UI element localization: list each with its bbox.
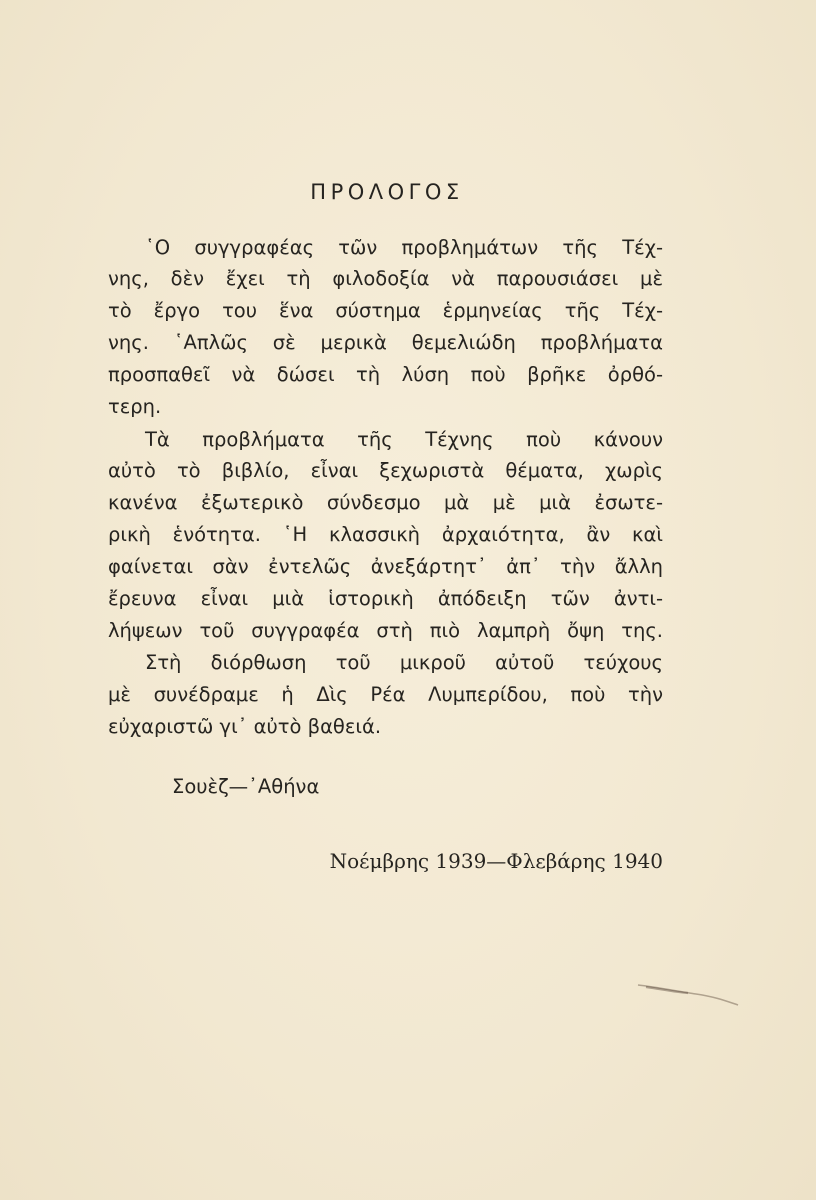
text-line: τερη. [108,395,162,418]
text-line: νης. ῾Απλῶς σὲ μερικὰ θεμελιώδη προβλήματα [108,331,663,354]
text-line: κανένα ἐξωτερικὸ σύνδεσμο μὰ μὲ μιὰ ἐσωτε- [108,491,663,514]
date-signature: Νοέμβρης 1939—Φλεβάρης 1940 [329,849,663,873]
text-line: ρικὴ ἑνότητα. ῾Η κλασσικὴ ἀρχαιότητα, ἂν καὶ [108,523,663,546]
text-line: φαίνεται σὰν ἐντελῶς ἀνεξάρτητ᾽ ἀπ᾽ τὴν ἄλλη [108,555,663,578]
ink-smudge-mark [636,981,740,1009]
text-line: Τὰ προβλήματα τῆς Τέχνης ποὺ κάνουν [145,428,663,451]
text-line: προσπαθεῖ νὰ δώσει τὴ λύση ποὺ βρῆκε ὀρθό- [108,363,663,386]
text-line: εὐχαριστῶ γι᾽ αὐτὸ βαθειά. [108,715,382,738]
text-line: Στὴ διόρθωση τοῦ μικροῦ αὐτοῦ τεύχους [145,651,663,674]
text-line: λήψεων τοῦ συγγραφέα στὴ πιὸ λαμπρὴ ὄψη της. [108,619,663,642]
page-title: ΠΡΟΛΟΓΟΣ [310,180,464,204]
place-signature: Σουὲζ—᾽Αθήνα [172,775,320,798]
text-line: τὸ ἔργο του ἕνα σύστημα ἑρμηνείας τῆς Τέχ- [108,299,663,322]
text-line: αὐτὸ τὸ βιβλίο, εἶναι ξεχωριστὰ θέματα, χωρὶς [108,459,663,482]
text-line: ῾Ο συγγραφέας τῶν προβλημάτων τῆς Τέχ- [145,236,663,259]
text-line: ἔρευνα εἶναι μιὰ ἱστορικὴ ἀπόδειξη τῶν ἀντι- [108,587,663,610]
text-line: νης, δὲν ἔχει τὴ φιλοδοξία νὰ παρουσιάσει μὲ [108,267,663,290]
text-line: μὲ συνέδραμε ἡ Δὶς Ρέα Λυμπερίδου, ποὺ τὴν [108,683,663,706]
